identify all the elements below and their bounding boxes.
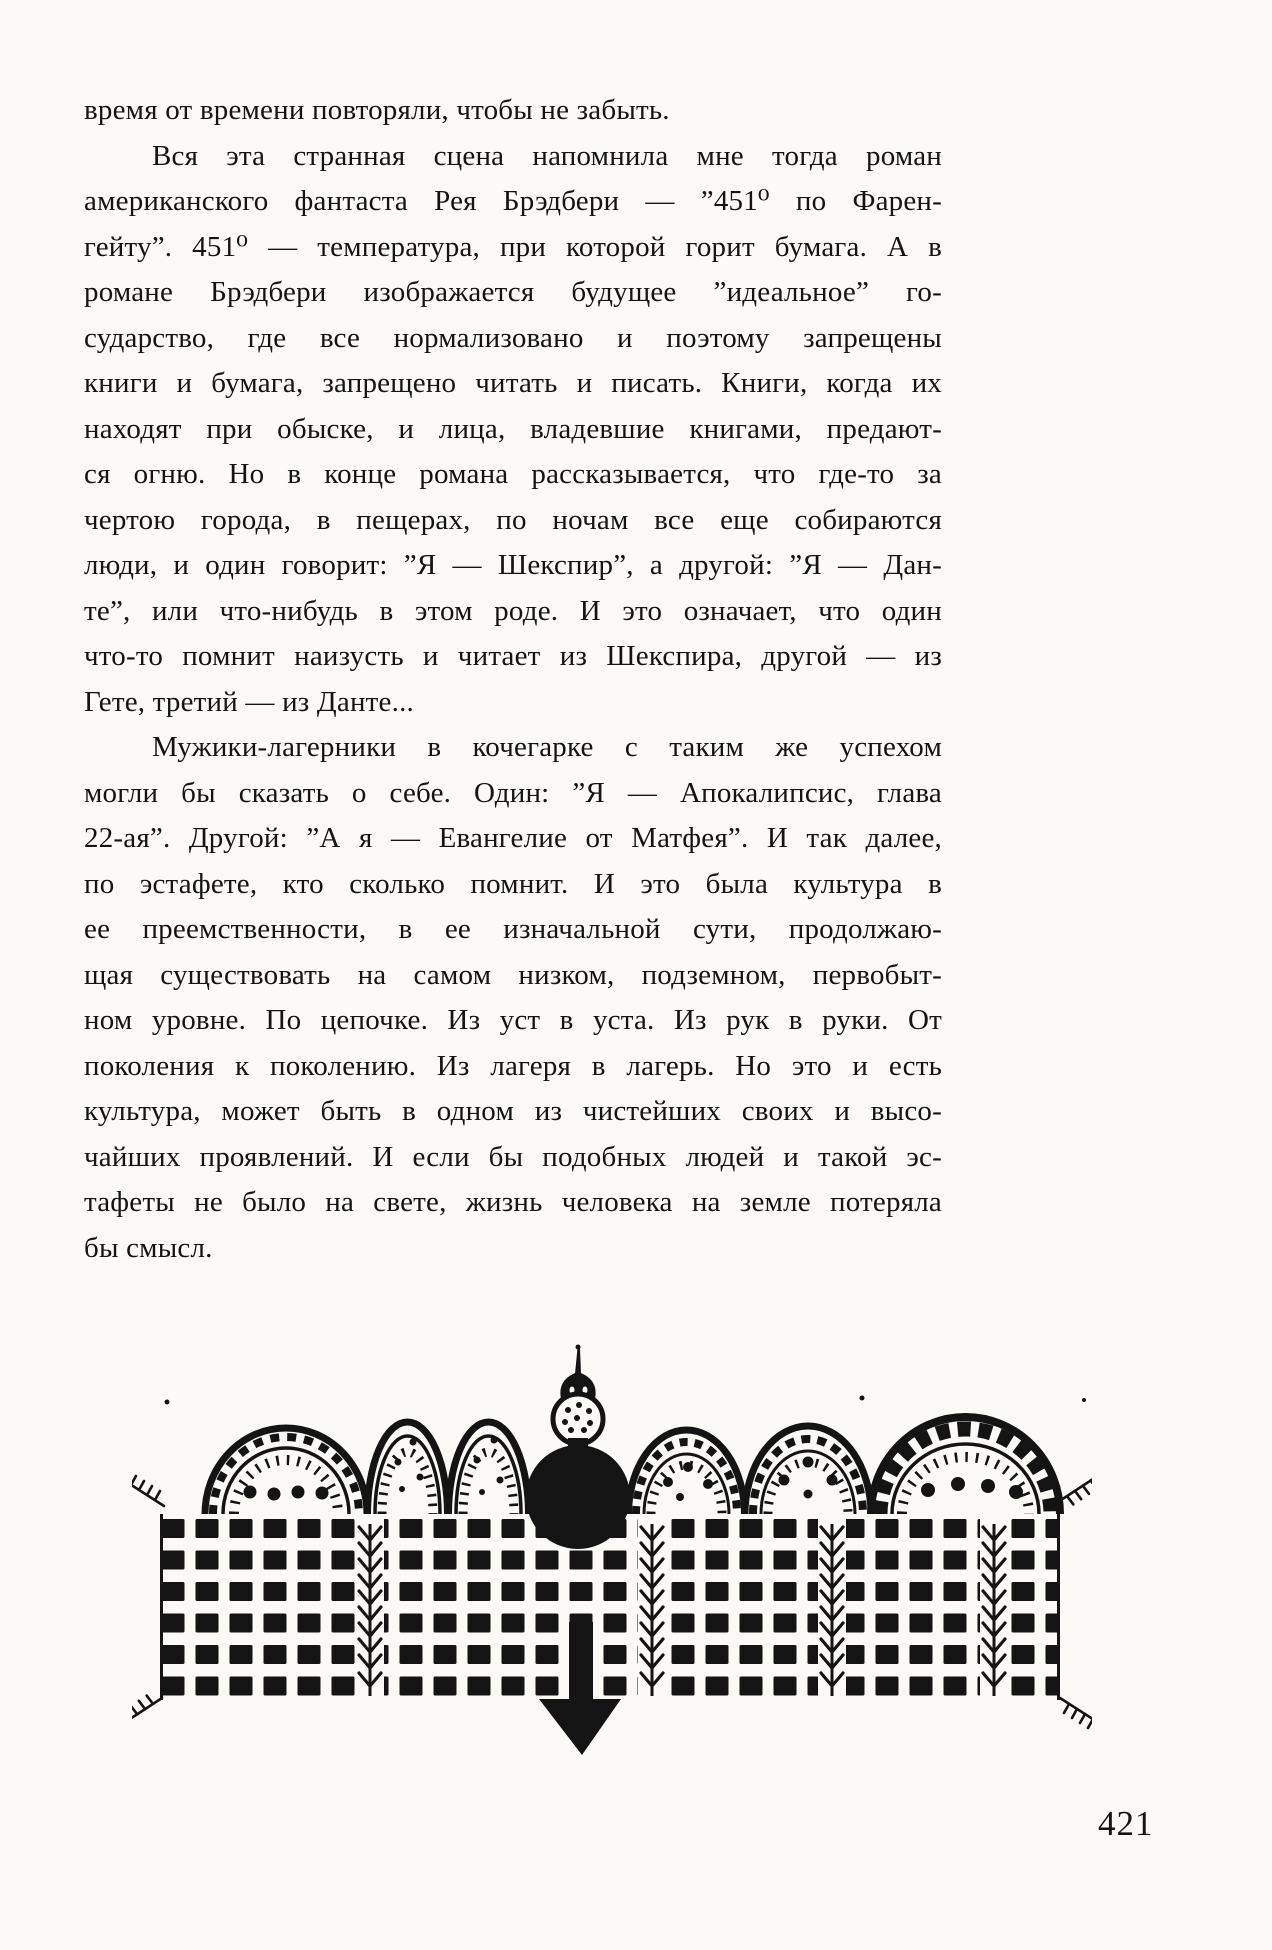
- text-line: находят при обыске, и лица, владевшие книгами, предают-: [84, 412, 942, 445]
- text-line: те”, или что-нибудь в этом роде. И это означает, что один: [84, 594, 942, 627]
- text-line: чайших проявлений. И если бы подобных людей и такой эс-: [84, 1140, 942, 1173]
- text-line: по эстафете, кто сколько помнит. И это была культура в: [84, 867, 942, 900]
- text-line: Гете, третий — из Данте...: [84, 685, 414, 718]
- text-line: ся огню. Но в конце романа рассказывается, что где-то за: [84, 458, 942, 490]
- text-line: американского фантаста Рея Брэдбери — ”451⁰ по Фарен-: [84, 185, 942, 217]
- text-line: Вся эта странная сцена напомнила мне тогда роман: [152, 139, 942, 172]
- left-arches: [205, 1422, 529, 1514]
- text-line: поколения к поколению. Из лагеря в лагерь. Но это и есть: [84, 1049, 942, 1082]
- tailpiece-illustration: [132, 1342, 1092, 1757]
- text-line: культура, может быть в одном из чистейших своих и высо-: [84, 1095, 942, 1127]
- text-line: бы смысл.: [84, 1231, 213, 1264]
- pendant-triangle: [539, 1699, 621, 1755]
- right-arches: [629, 1417, 1061, 1514]
- text-line: что-то помнит наизусть и читает из Шекспира, другой — из: [84, 640, 942, 672]
- ink-specks: [165, 1396, 1087, 1405]
- page-number: 421: [1098, 1804, 1154, 1843]
- text-line: щая существовать на самом низком, подземном, первобыт-: [84, 958, 942, 991]
- text-line: чертою города, в пещерах, по ночам все еще собираются: [84, 503, 942, 536]
- text-line: люди, и один говорит: ”Я — Шекспир”, а другой: ”Я — Дан-: [84, 549, 942, 581]
- checkered-wall: [160, 1514, 1060, 1700]
- text-line: гейту”. 451⁰ — температура, при которой горит бумага. А в: [84, 230, 942, 263]
- text-line: книги и бумага, запрещено читать и писать. Книги, когда их: [84, 367, 942, 399]
- text-line: ее преемственности, в ее изначальной сути, продолжаю-: [84, 913, 942, 945]
- text-line: Мужики-лагерники в кочегарке с таким же успехом: [152, 731, 942, 763]
- text-line: романе Брэдбери изображается будущее ”идеальное” го-: [84, 276, 942, 308]
- text-line: могли бы сказать о себе. Один: ”Я — Апокалипсис, глава: [84, 776, 942, 809]
- text-line: ном уровне. По цепочке. Из уст в уста. Из рук в руки. От: [84, 1004, 942, 1036]
- text-line: 22-ая”. Другой: ”А я — Евангелие от Матфея”. И так далее,: [84, 822, 942, 854]
- text-line: время от времени повторяли, чтобы не забыть.: [84, 94, 670, 126]
- text-line: сударство, где все нормализовано и поэтому запрещены: [84, 321, 942, 354]
- text-line: тафеты не было на свете, жизнь человека на земле потеряла: [84, 1186, 942, 1218]
- central-onion-dome: [526, 1345, 630, 1550]
- body-text: [84, 88, 942, 1271]
